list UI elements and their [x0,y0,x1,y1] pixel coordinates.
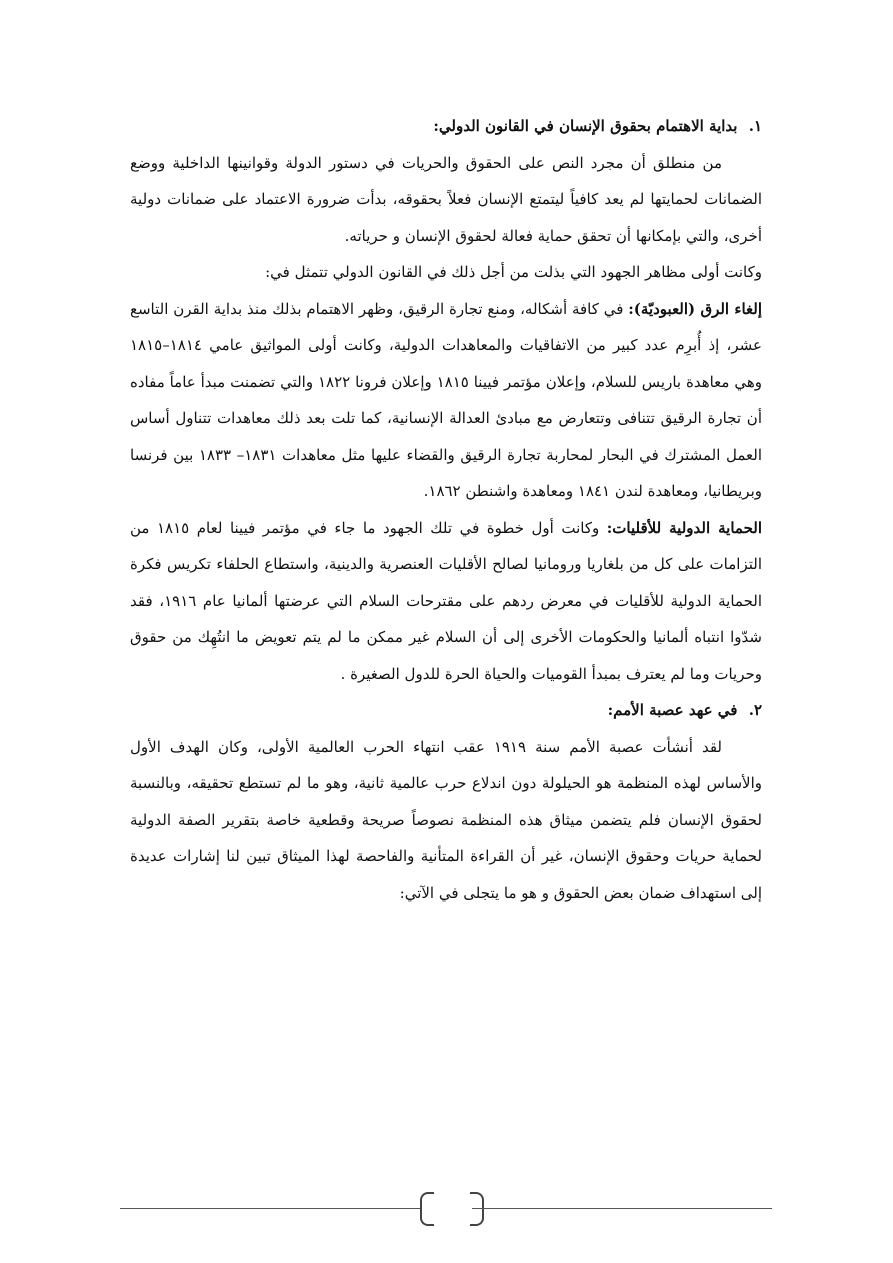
item-2-lead: الحماية الدولية للأقليات: [606,518,762,537]
footer-bracket-left-icon [420,1192,434,1226]
section-2-heading [130,692,762,729]
footer-rule-left [120,1208,420,1209]
item-1-text: في كافة أشكاله، ومنع تجارة الرقيق، وظهر الاهتمام بذلك منذ بداية القرن التاسع عشر، إذ أُبرِم عدد كبير من الاتفاقيات والمعاهدات الدولية، وكانت أولى المواثيق عامي ١٨١٤–١٨١٥ وهي معاهدة باريس للسلام، وإعلان مؤتمر فيينا ١٨١٥ وإعلان فرونا ١٨٢٢ والتي تضمنت مبدأ عاماً مفاده أن تجارة الرقيق تتنافى وتتعارض مع مبادئ العدالة الإنسانية، كما تلت بعد ذلك معاهدات تتناول أساس العمل المشترك في البحار لمحاربة تجارة الرقيق والقضاء عليها مثل معاهدات ١٨٣١– ١٨٣٣ بين فرنسا وبريطانيا، ومعاهدة لندن ١٨٤١ ومعاهدة واشنطن ١٨٦٢. [130,299,762,500]
section-1-number: ١. [748,117,762,135]
document-body [130,108,762,911]
item-minority-protection [130,510,762,693]
item-abolition-of-slavery [130,291,762,510]
section-1-title: بداية الاهتمام بحقوق الإنسان في القانون الدولي: [433,117,738,135]
section-1-intro-continued: وكانت أولى مظاهر الجهود التي بذلت من أجل ذلك في القانون الدولي تتمثل في: [265,263,762,281]
item-1-lead: إلغاء الرق (العبوديّة): [628,299,762,318]
section-1-intro: من منطلق أن مجرد النص على الحقوق والحريات في دستور الدولة وقوانينها الداخلية ووضع الضمانات لحمايتها لم يعد كافياً ليتمتع الإنسان فعلاً بحقوقه، بدأت ضرورة الاعتماد على ضمانات دولية أخرى، والتي بإمكانها أن تحقق حماية فعالة لحقوق الإنسان و حرياته. [130,153,762,245]
section-2-body: لقد أنشأت عصبة الأمم سنة ١٩١٩ عقب انتهاء الحرب العالمية الأولى، وكان الهدف الأول والأساس لهذه المنظمة هو الحيلولة دون اندلاع حرب عالمية ثانية، وهو ما لم تستطع تحقيقه، وبالنسبة لحقوق الإنسان فلم يتضمن ميثاق هذه المنظمة نصوصاً صريحة وقطعية خاصة بتقرير الصفة الدولية لحماية حريات وحقوق الإنسان، غير أن القراءة المتأنية والفاحصة لهذا الميثاق تبين لنا إشارات عديدة إلى استهداف ضمان بعض الحقوق و هو ما يتجلى في الآتي: [130,737,762,902]
page-footer [120,1192,772,1226]
footer-rule-right [472,1208,772,1209]
section-2-number: ٢. [748,701,762,719]
section-2-title: في عهد عصبة الأمم: [607,701,738,719]
section-1-heading [130,108,762,145]
item-2-text: وكانت أول خطوة في تلك الجهود ما جاء في مؤتمر فيينا لعام ١٨١٥ من التزامات على كل من بلغاريا ورومانيا لصالح الأقليات العنصرية والدينية، واستطاع الحلفاء تكريس فكرة الحماية الدولية للأقليات في معرض ردهم على مقترحات السلام التي عرضتها ألمانيا عام ١٩١٦، فقد شدّوا انتباه ألمانيا والحكومات الأخرى إلى أن السلام غير ممكن ما لم يتم تعويض ما انتُهِك من حقوق وحريات وما لم يعترف بمبدأ القوميات والحياة الحرة للدول الصغيرة . [130,518,762,683]
footer-bracket-right-icon [470,1192,484,1226]
